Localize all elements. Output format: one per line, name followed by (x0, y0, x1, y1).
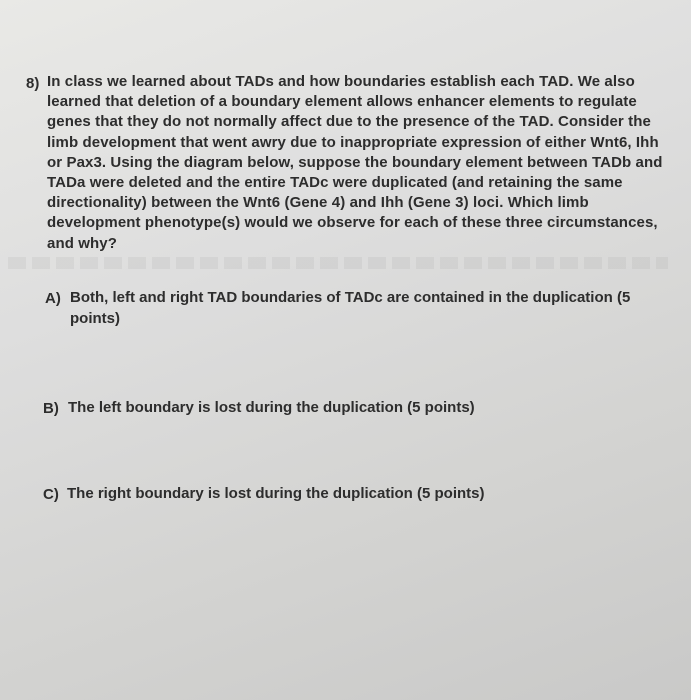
part-a-text (70, 287, 630, 329)
question-line: or Pax3. Using the diagram below, suppose the boundary element between TADb and (47, 153, 663, 171)
question-line: TADa were deleted and the entire TADc were duplicated (and retaining the same (47, 174, 623, 192)
part-a-line: Both, left and right TAD boundaries of TADc are contained in the duplication (5 (70, 289, 631, 306)
question-line: In class we learned about TADs and how boundaries establish each TAD. We also (47, 73, 635, 90)
question-text (47, 72, 663, 254)
question-line: directionality) between the Wnt6 (Gene 4) and Ihh (Gene 3) loci. Which limb (47, 194, 589, 212)
question-line: limb development that went awry due to inappropriate expression of either Wnt6, Ihh (47, 133, 659, 151)
part-b-label: B) (43, 400, 59, 417)
question-number: 8) (26, 75, 40, 92)
part-c-label: C) (43, 486, 59, 503)
question-line: learned that deletion of a boundary element allows enhancer elements to regulate (47, 93, 637, 111)
question-line: genes that they do not normally affect due to the presence of the TAD. Consider the (47, 113, 651, 131)
part-c-line: The right boundary is lost during the duplication (5 points) (67, 485, 485, 502)
part-a-line: points) (70, 310, 120, 327)
bleed-through-text (8, 256, 688, 272)
part-b-text (68, 397, 475, 418)
question-line: development phenotype(s) would we observe for each of these three circumstances, (47, 214, 658, 232)
part-a-label: A) (45, 290, 61, 307)
question-line: and why? (47, 234, 117, 252)
part-b-line: The left boundary is lost during the duplication (5 points) (68, 399, 475, 416)
part-c-text (67, 483, 485, 504)
